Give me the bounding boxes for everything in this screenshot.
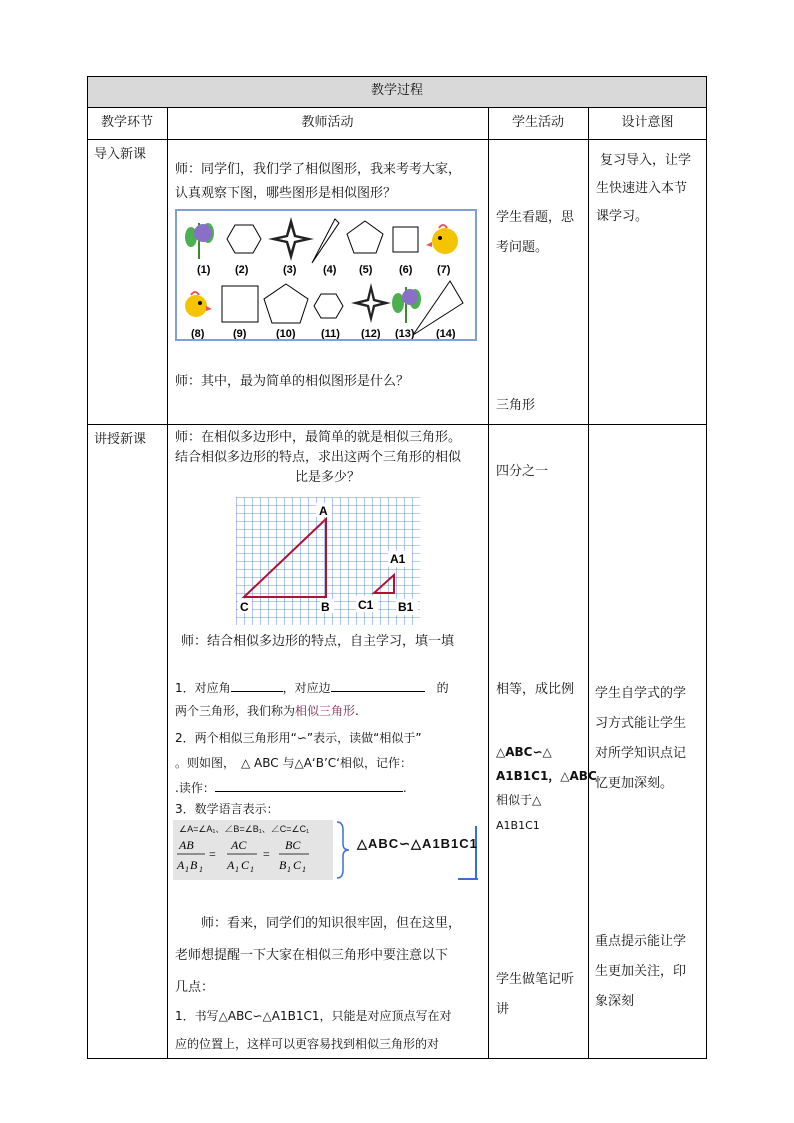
- triangle-shape: [413, 281, 463, 335]
- grid-triangles-diagram: [236, 497, 420, 625]
- blank-corresponding-angles: [231, 691, 283, 692]
- angle-equalities: ∠A=∠A₁、∠B=∠B₁、∠C=∠C₁: [179, 824, 310, 834]
- teacher-p3-line-2: 老师想提醒一下大家在相似三角形中要注意以下: [175, 948, 449, 963]
- compass-star-icon: [268, 217, 314, 261]
- label-c1: C1: [358, 598, 374, 612]
- intent-1-line-2: 生快速进入本节: [596, 181, 688, 196]
- blank-corresponding-sides: [331, 691, 425, 692]
- label-a: A: [319, 504, 328, 518]
- chick-icon: [185, 292, 212, 317]
- row-divider: [87, 139, 707, 140]
- figure-label: (3): [283, 264, 297, 276]
- fill-1-line-2: [175, 704, 359, 720]
- stage-new-lesson: 讲授新课: [94, 432, 147, 447]
- intent-1-line-1: 复习导入，让学: [600, 153, 692, 168]
- flower-icon: [392, 287, 421, 323]
- similar-shapes-figure: [175, 209, 477, 341]
- figure-label: (12): [361, 328, 381, 339]
- compass-star-icon: [351, 283, 391, 323]
- svg-text:C: C: [241, 858, 250, 872]
- blank-read-as: [215, 791, 403, 792]
- similar-triangles-term: 相似三角形: [295, 704, 356, 718]
- student-activity-2: 三角形: [496, 398, 536, 413]
- label-b1: B1: [398, 600, 414, 614]
- column-divider: [488, 107, 489, 1059]
- fill-1-text-d: 两个三角形，我们称为: [175, 704, 296, 718]
- student-answer-notation-1: △ABC∽△: [496, 745, 552, 759]
- ratio-equation: [173, 834, 333, 880]
- fill-3: 3．数学语言表示：: [175, 802, 279, 816]
- fill-1-text-a: 1．对应角: [175, 681, 231, 695]
- svg-text:1: 1: [302, 865, 306, 874]
- student-answer-notation-2: A1B1C1，△ABC: [496, 769, 597, 783]
- stage-intro: 导入新课: [94, 147, 147, 162]
- teacher-question: 师：其中，最为简单的相似图形是什么？: [175, 374, 410, 389]
- svg-text:B: B: [190, 858, 198, 872]
- teacher-p1-line-2: 结合相似多边形的特点，求出这两个三角形的相似: [175, 450, 462, 465]
- figure-label: (10): [276, 328, 296, 339]
- intent-2-line-1: 学生自学式的学: [595, 686, 687, 701]
- similarity-statement: △ABC∽△A1B1C1: [357, 836, 478, 851]
- table-title: 教学过程: [370, 83, 423, 98]
- fill-1-text-c: 的: [436, 681, 449, 695]
- figure-label: (1): [197, 264, 211, 276]
- figure-label: (2): [235, 264, 249, 276]
- intent-2-line-2: 习方式能让学生: [595, 716, 687, 731]
- teacher-p3-line-1: 师：看来，同学们的知识很牢固，但在这里，: [175, 916, 462, 931]
- label-a1: A1: [390, 552, 406, 566]
- header-stage: 教学环节: [100, 115, 153, 130]
- student-notes-line-2: 讲: [496, 1002, 510, 1017]
- intent-3-line-3: 象深刻: [595, 994, 635, 1009]
- math-expression-box: [173, 820, 479, 880]
- pentagon-shape: [347, 221, 383, 253]
- figure-label: (13): [395, 328, 415, 339]
- header-intent: 设计意图: [621, 115, 674, 130]
- svg-text:AB: AB: [179, 838, 194, 852]
- svg-text:1: 1: [199, 865, 203, 874]
- hexagon-shape: [227, 225, 261, 253]
- flower-icon: [185, 223, 214, 259]
- svg-text:1: 1: [235, 865, 239, 874]
- figure-label: (14): [436, 328, 456, 339]
- svg-text:1: 1: [287, 865, 291, 874]
- chick-icon: [426, 225, 458, 254]
- student-answer-equal: 相等，成比例: [496, 682, 575, 697]
- header-student: 学生活动: [511, 115, 564, 130]
- teacher-p3-line-3: 几点：: [175, 980, 215, 995]
- header-teacher: 教师活动: [301, 115, 354, 130]
- svg-text:BC: BC: [285, 838, 301, 852]
- svg-text:C: C: [293, 858, 302, 872]
- student-answer-quarter: 四分之一: [496, 464, 549, 479]
- teacher-intro-line-2: 认真观察下图，哪些图形是相似图形？: [175, 186, 397, 201]
- square-shape: [222, 286, 258, 322]
- figure-label: (11): [321, 328, 340, 339]
- svg-text:A: A: [177, 858, 185, 872]
- square-shape: [393, 227, 418, 252]
- teacher-p3-line-4: 1．书写△ABC∽△A1B1C1，只能是对应顶点写在对: [175, 1009, 452, 1023]
- intent-2-line-4: 忆更加深刻。: [595, 776, 674, 791]
- teacher-p3-line-5: 应的位置上，这样可以更容易找到相似三角形的对: [175, 1037, 440, 1051]
- figure-label: (4): [323, 264, 337, 276]
- intent-3-line-2: 生更加关注，印: [595, 964, 687, 979]
- row-divider: [87, 424, 707, 425]
- pentagon-shape: [264, 284, 308, 323]
- fill-2-line-3: [175, 781, 407, 797]
- column-divider: [588, 107, 589, 1059]
- student-answer-notation-3: 相似于△: [496, 793, 542, 807]
- teacher-p1-line-3: 比是多少？: [294, 470, 360, 485]
- fill-1-text-b: ，对应边: [282, 681, 331, 695]
- fill-1-period: .: [355, 704, 359, 718]
- svg-text:=: =: [263, 847, 270, 861]
- fill-2-line-1: 2．两个相似三角形用“∽”表示，读做“相似于”: [175, 731, 422, 745]
- svg-text:1: 1: [185, 865, 189, 874]
- fill-2-text-c: .读作：: [175, 781, 215, 795]
- student-activity-1-line-2: 考问题。: [496, 240, 549, 255]
- column-divider: [167, 107, 168, 1059]
- svg-text:A: A: [227, 858, 235, 872]
- student-notes-line-1: 学生做笔记听: [496, 972, 575, 987]
- fill-2-line-2: 。则如图， △ ABC 与△A‘B’C‘相似，记作：: [175, 756, 412, 770]
- label-b: B: [321, 600, 330, 614]
- shapes-illustration: [177, 211, 475, 339]
- figure-label: (7): [437, 264, 451, 276]
- svg-text:1: 1: [250, 865, 254, 874]
- svg-text:AC: AC: [231, 838, 247, 852]
- intent-3-line-1: 重点提示能让学: [595, 934, 687, 949]
- svg-text:B: B: [279, 858, 287, 872]
- figure-label: (8): [191, 328, 205, 339]
- fill-1-line-1: [175, 681, 449, 697]
- teacher-p2: 师：结合相似多边形的特点，自主学习，填一填: [181, 634, 455, 649]
- triangle-shape: [312, 219, 339, 263]
- figure-label: (6): [399, 264, 413, 276]
- label-c: C: [240, 600, 249, 614]
- fill-2-period: .: [402, 781, 407, 795]
- intent-2-line-3: 对所学知识点记: [595, 746, 687, 761]
- svg-text:=: =: [209, 847, 216, 861]
- figure-label: (9): [233, 328, 247, 339]
- hexagon-shape: [314, 294, 343, 318]
- figure-label: (5): [359, 264, 373, 276]
- row-divider: [87, 107, 707, 108]
- student-activity-1-line-1: 学生看题，思: [496, 210, 575, 225]
- teacher-intro-line-1: 师：同学们，我们学了相似图形，我来考考大家，: [175, 162, 462, 177]
- teacher-p1-line-1: 师：在相似多边形中，最简单的就是相似三角形。: [175, 430, 462, 445]
- student-answer-notation-4: A1B1C1: [496, 819, 540, 832]
- intent-1-line-3: 课学习。: [596, 209, 649, 224]
